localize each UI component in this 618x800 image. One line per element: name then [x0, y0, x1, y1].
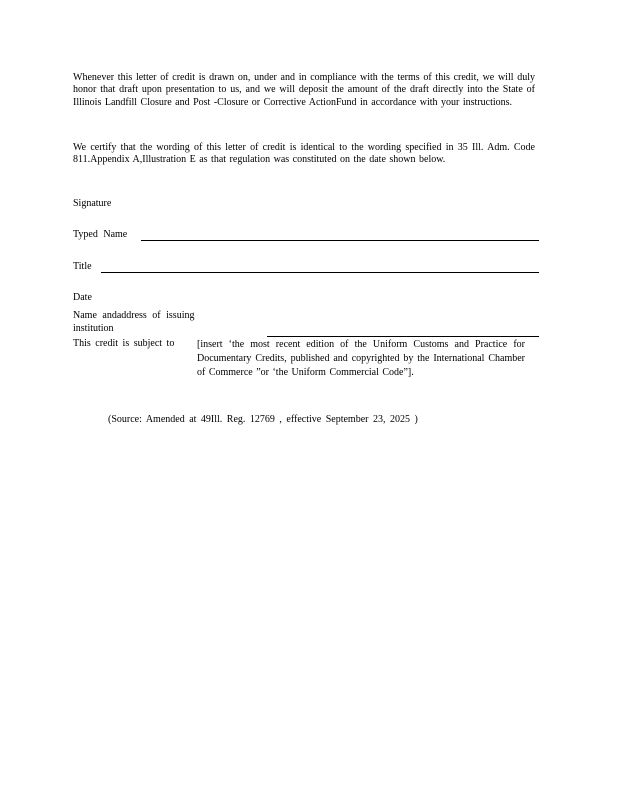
paragraph-draft-honor: Whenever this letter of credit is drawn on, under and in compliance with the terms of this credit, we will duly honor that draft upon presentation to us, and we will deposit the amount of the draft directly into the State of Illinois Landfill Closure and Post -Closure or Corrective ActionFund in accordance with your instructions. — [73, 72, 535, 108]
title-line — [101, 272, 539, 273]
issuer-line — [267, 336, 539, 337]
paragraph-certification: We certify that the wording of this letter of credit is identical to the wording specified in 35 Ill. Adm. Code 811.Appendix A,Illustration E as that regulation was constituted on the date shown below. — [73, 142, 535, 166]
signature-label: Signature — [73, 198, 112, 209]
title-label: Title — [73, 261, 92, 272]
subject-label: This credit is subject to — [73, 338, 175, 349]
typed-name-label: Typed Name — [73, 229, 128, 240]
source-note: (Source: Amended at 49Ill. Reg. 12769 , effective September 23, 2025 ) — [108, 414, 418, 425]
subject-text: [insert ‘the most recent edition of the Uniform Customs and Practice for Documentary Credits, published and copyrighted by the International Chamber of Commerce ”or ‘the Uniform Commercial Code”]. — [197, 339, 525, 378]
date-label: Date — [73, 292, 92, 303]
issuer-label-continued: institution — [73, 323, 114, 334]
issuer-label: Name andaddress of issuing — [73, 310, 195, 321]
typed-name-line — [141, 240, 539, 241]
